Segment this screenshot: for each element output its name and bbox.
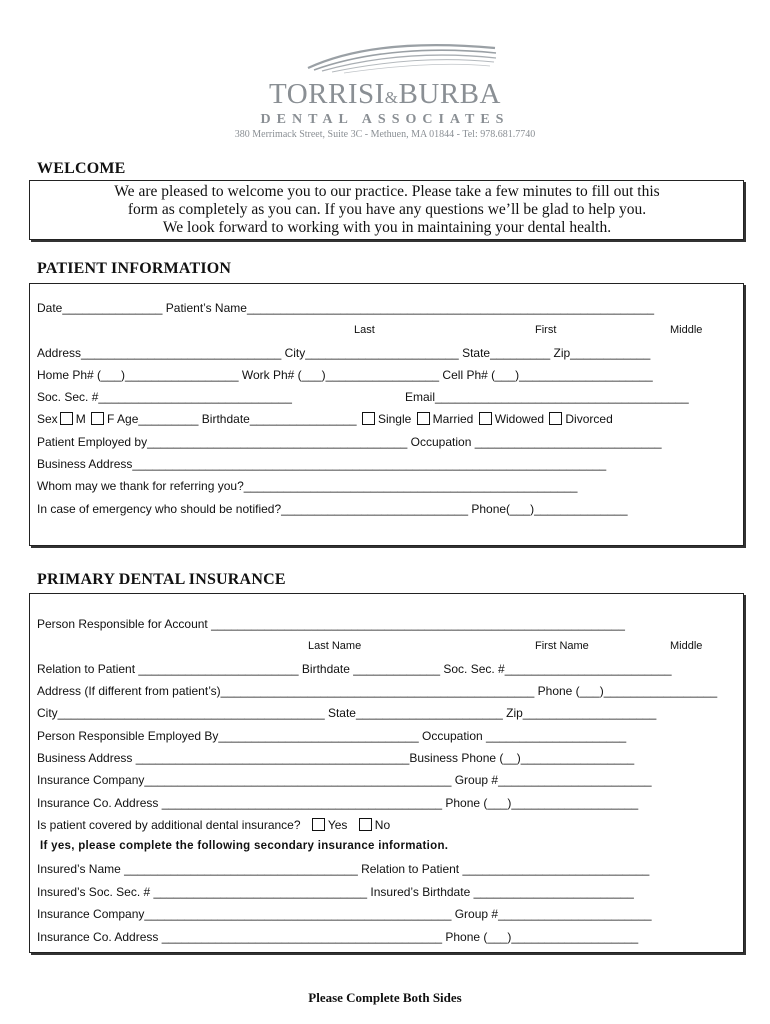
name-first-caption: First [535, 324, 557, 336]
responsible-last-caption: Last Name [308, 640, 362, 652]
responsible-person-field[interactable]: Person Responsible for Account ______________________________________________________________ [37, 617, 625, 631]
welcome-line-1: We are pleased to welcome you to our practice. Please take a few minutes to fill out this [114, 183, 660, 200]
insurance-company-field[interactable]: Insurance Company______________________________________________ Group #_______________________ [37, 773, 652, 787]
additional-yes-label: Yes [327, 818, 348, 832]
additional-insurance-question [37, 818, 390, 832]
ins-business-address-field[interactable]: Business Address _________________________________________Business Phone (__)_________________ [37, 751, 635, 765]
welcome-line-3: We look forward to working with you in maintaining your dental health. [162, 219, 612, 236]
welcome-line-2: form as completely as you can. If you have any questions we’ll be glad to help you. [127, 201, 647, 218]
practice-address: 380 Merrimack Street, Suite 3C - Methuen, MA 01844 - Tel: 978.681.7740 [234, 129, 536, 140]
secondary-address-field[interactable]: Insurance Co. Address __________________________________________ Phone (___)___________________ [37, 930, 639, 944]
sex-age-marital-row [37, 412, 613, 426]
emergency-contact-field[interactable]: In case of emergency who should be notified?____________________________ Phone(___)______________ [37, 502, 628, 516]
age-birthdate-field[interactable]: Age_________ Birthdate________________ [117, 412, 357, 426]
footer-note: Please Complete Both Sides [308, 990, 462, 1005]
soc-sec-field[interactable]: Soc. Sec. #_____________________________ [37, 390, 292, 404]
additional-yes-checkbox[interactable] [312, 818, 325, 831]
responsible-middle-caption: Middle [670, 640, 703, 652]
practice-name-amp: & [384, 88, 399, 107]
sex-label: Sex [37, 412, 58, 426]
additional-no-label: No [374, 818, 391, 832]
name-last-caption: Last [354, 324, 375, 336]
secondary-company-field[interactable]: Insurance Company______________________________________________ Group #_______________________ [37, 907, 652, 921]
ins-city-state-zip-field[interactable]: City________________________________________ State______________________ Zip____________________ [37, 706, 657, 720]
patient-info-heading: PATIENT INFORMATION [37, 260, 232, 277]
insured-ssn-birthdate-field[interactable]: Insured’s Soc. Sec. # ________________________________ Insured’s Birthdate ________________________ [37, 885, 634, 899]
sex-f-checkbox[interactable] [91, 412, 104, 425]
widowed-checkbox[interactable] [479, 412, 492, 425]
relation-birthdate-ssn-field[interactable]: Relation to Patient ________________________ Birthdate _____________ Soc. Sec. #_________________________ [37, 662, 672, 676]
phone-fields[interactable]: Home Ph# (___)_________________ Work Ph# (___)_________________ Cell Ph# (___)____________________ [37, 368, 653, 382]
practice-name-right: BURBA [398, 78, 501, 110]
insured-name-field[interactable]: Insured’s Name ___________________________________ Relation to Patient ____________________________ [37, 862, 650, 876]
married-label: Married [432, 412, 474, 426]
practice-name [0, 78, 770, 111]
secondary-insurance-instruction: If yes, please complete the following secondary insurance information. [40, 840, 449, 852]
practice-subtitle: DENTAL ASSOCIATES [260, 112, 510, 127]
insurance-address-field[interactable]: Insurance Co. Address __________________________________________ Phone (___)___________________ [37, 796, 639, 810]
email-field[interactable]: Email______________________________________ [405, 390, 689, 404]
additional-insurance-label: Is patient covered by additional dental insurance? [37, 818, 301, 832]
responsible-employer-field[interactable]: Person Responsible Employed By______________________________ Occupation _____________________ [37, 729, 627, 743]
divorced-checkbox[interactable] [549, 412, 562, 425]
address-field[interactable]: Address______________________________ City_______________________ State_________ Zip____________ [37, 346, 651, 360]
widowed-label: Widowed [494, 412, 545, 426]
welcome-heading: WELCOME [37, 160, 126, 177]
single-checkbox[interactable] [362, 412, 375, 425]
welcome-message [30, 183, 744, 237]
date-name-field[interactable]: Date_______________ Patient’s Name_____________________________________________________________ [37, 301, 655, 315]
logo-swoosh-graphic [300, 38, 500, 74]
single-label: Single [377, 412, 412, 426]
insurance-heading: PRIMARY DENTAL INSURANCE [37, 571, 286, 588]
employer-occupation-field[interactable]: Patient Employed by_______________________________________ Occupation ____________________________ [37, 435, 662, 449]
referral-field[interactable]: Whom may we thank for referring you?__________________________________________________ [37, 479, 578, 493]
additional-no-checkbox[interactable] [359, 818, 372, 831]
responsible-first-caption: First Name [535, 640, 589, 652]
sex-m-label: M [75, 412, 86, 426]
name-middle-caption: Middle [670, 324, 703, 336]
practice-name-left: TORRISI [269, 78, 385, 110]
divorced-label: Divorced [565, 412, 613, 426]
ins-address-phone-field[interactable]: Address (If different from patient’s)_______________________________________________ Phone (___)_________________ [37, 684, 718, 698]
sex-m-checkbox[interactable] [60, 412, 73, 425]
married-checkbox[interactable] [417, 412, 430, 425]
sex-f-label: F [107, 412, 115, 426]
business-address-field[interactable]: Business Address_______________________________________________________________________ [37, 457, 607, 471]
